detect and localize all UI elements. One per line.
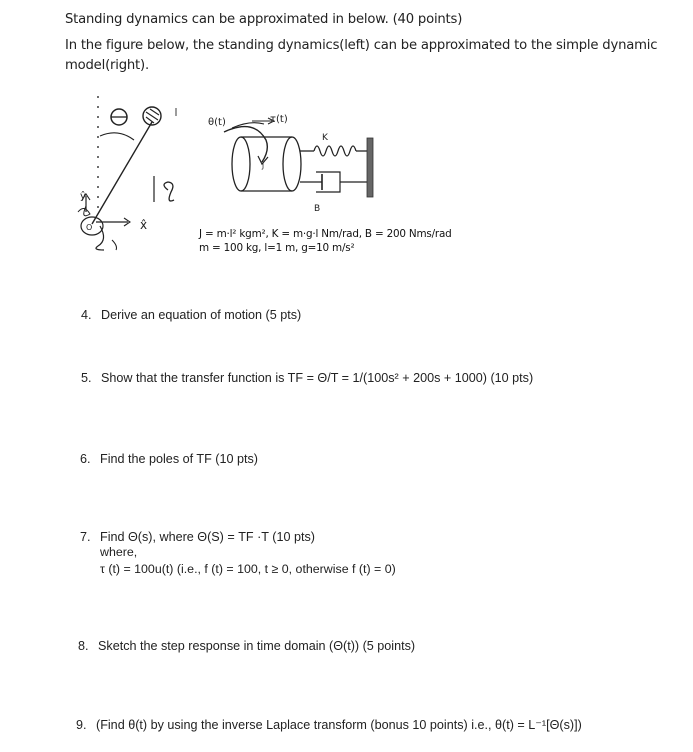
- j-label: J: [262, 162, 265, 170]
- rotor-back-face: [283, 137, 301, 191]
- question-number: 5.: [81, 371, 92, 385]
- torque-curve: [96, 226, 104, 250]
- question-5: [81, 371, 533, 385]
- question-7-detail: τ (t) = 100u(t) (i.e., f (t) = 100, t ≥ 0, otherwise f (t) = 0): [100, 562, 396, 576]
- question-text: Sketch the step response in time domain (Θ(t)) (5 points): [98, 639, 416, 653]
- question-number: 6.: [80, 452, 91, 466]
- parameters-line-1: J = m·l² kgm², K = m·g·l Nm/rad, B = 200 Nms/rad: [199, 228, 452, 240]
- spring: [314, 146, 356, 156]
- x-hat-label: x̂: [140, 218, 148, 232]
- intro-line-1: Standing dynamics can be approximated in below. (40 points): [65, 12, 463, 27]
- question-text: Show that the transfer function is TF = Θ/T = 1/(100s² + 200s + 1000) (10 pts): [101, 371, 534, 385]
- question-text: (Find θ(t) by using the inverse Laplace transform (bonus 10 points) i.e., θ(t) = L⁻¹[Θ(s)]): [96, 718, 582, 732]
- question-number: 4.: [81, 308, 92, 322]
- question-7: [80, 530, 315, 544]
- question-number: 8.: [78, 639, 89, 653]
- spring-damper-model: [224, 118, 368, 192]
- question-7-where: where,: [100, 545, 138, 559]
- torque-arrow: [224, 127, 267, 162]
- question-text: Find Θ(s), where Θ(S) = TF ·T (10 pts): [100, 530, 315, 544]
- question-8: [78, 639, 415, 653]
- fixed-wall: [367, 138, 373, 197]
- question-4: [81, 308, 301, 322]
- y-hat-label: ŷ: [80, 191, 86, 202]
- theta-t-label: θ(t): [208, 117, 226, 128]
- g-symbol: [164, 182, 174, 201]
- pendulum-rod: [92, 122, 152, 224]
- k-label: K: [322, 133, 328, 143]
- question-9: [76, 717, 582, 732]
- question-text: Find the poles of TF (10 pts): [100, 452, 258, 466]
- dynamics-figure: [0, 0, 693, 300]
- question-number: 7.: [80, 530, 91, 544]
- question-text: Derive an equation of motion (5 pts): [101, 308, 302, 322]
- intro-line-3: model(right).: [65, 58, 149, 73]
- tau-t-label: τ(t): [270, 114, 288, 125]
- question-6: [80, 452, 258, 466]
- question-number: 9.: [76, 718, 87, 732]
- parameters-line-2: m = 100 kg, l=1 m, g=10 m/s²: [199, 242, 355, 254]
- intro-line-2: In the figure below, the standing dynamics(left) can be approximated to the simple dynamic: [65, 38, 658, 53]
- b-label: B: [314, 204, 321, 214]
- theta-arc: [100, 133, 134, 140]
- rotor-front-face: [232, 137, 250, 191]
- o-label: O: [86, 223, 93, 232]
- pendulum-sketch: [78, 96, 176, 250]
